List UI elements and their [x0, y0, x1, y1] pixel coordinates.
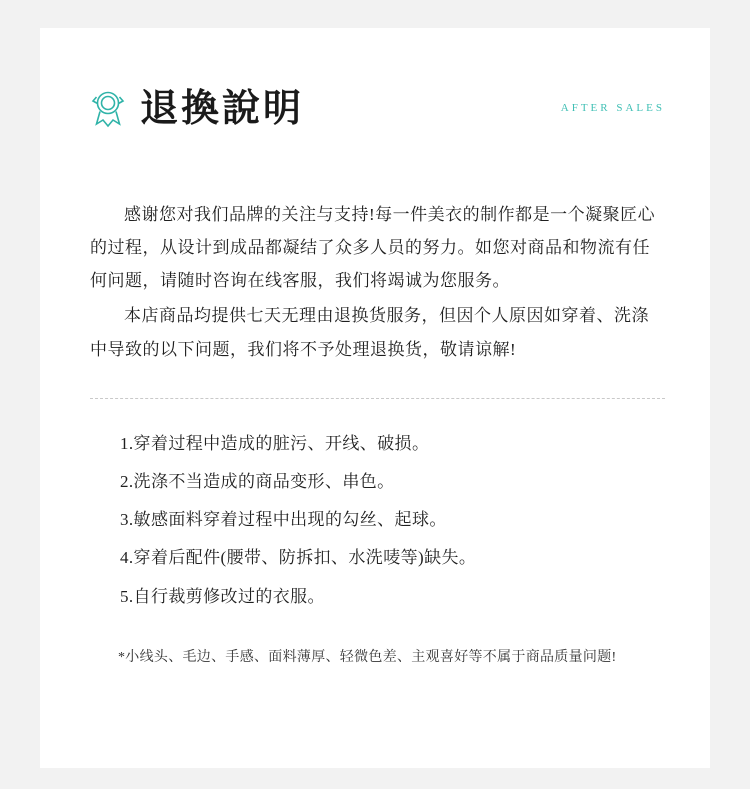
eyebrow-label: AFTER SALES	[560, 102, 665, 114]
list-item: 3.敏感面料穿着过程中出现的勾丝、起球。	[120, 510, 447, 530]
page-title: 退換說明	[140, 85, 305, 130]
paragraph: 本店商品均提供七天无理由退换货服务，但因个人原因如穿着、洗涤中导致的以下问题，我们将不予处理退换货，敬请谅解!	[90, 306, 649, 359]
dashed-divider	[90, 398, 665, 399]
list-item: 4.穿着后配件(腰带、防拆扣、水洗唛等)缺失。	[120, 548, 477, 568]
intro-paragraphs	[90, 198, 665, 366]
award-badge-icon	[90, 88, 126, 128]
footnote-text: *小线头、毛边、手感、面料薄厚、轻微色差、主观喜好等不属于商品质量问题!	[118, 649, 617, 665]
card-inner	[90, 85, 665, 666]
exclusion-list	[90, 425, 665, 616]
content-card	[40, 28, 710, 768]
page-header	[90, 85, 665, 168]
list-item: 2.洗涤不当造成的商品变形、串色。	[120, 471, 395, 491]
paragraph: 感谢您对我们品牌的关注与支持!每一件美衣的制作都是一个凝聚匠心的过程，从设计到成品都凝结了众多人员的努力。如您对商品和物流有任何问题，请随时咨询在线客服，我们将竭诚为您服务。	[90, 205, 656, 291]
list-item: 1.穿着过程中造成的脏污、开线、破损。	[120, 433, 430, 453]
list-item: 5.自行裁剪修改过的衣服。	[120, 586, 325, 606]
